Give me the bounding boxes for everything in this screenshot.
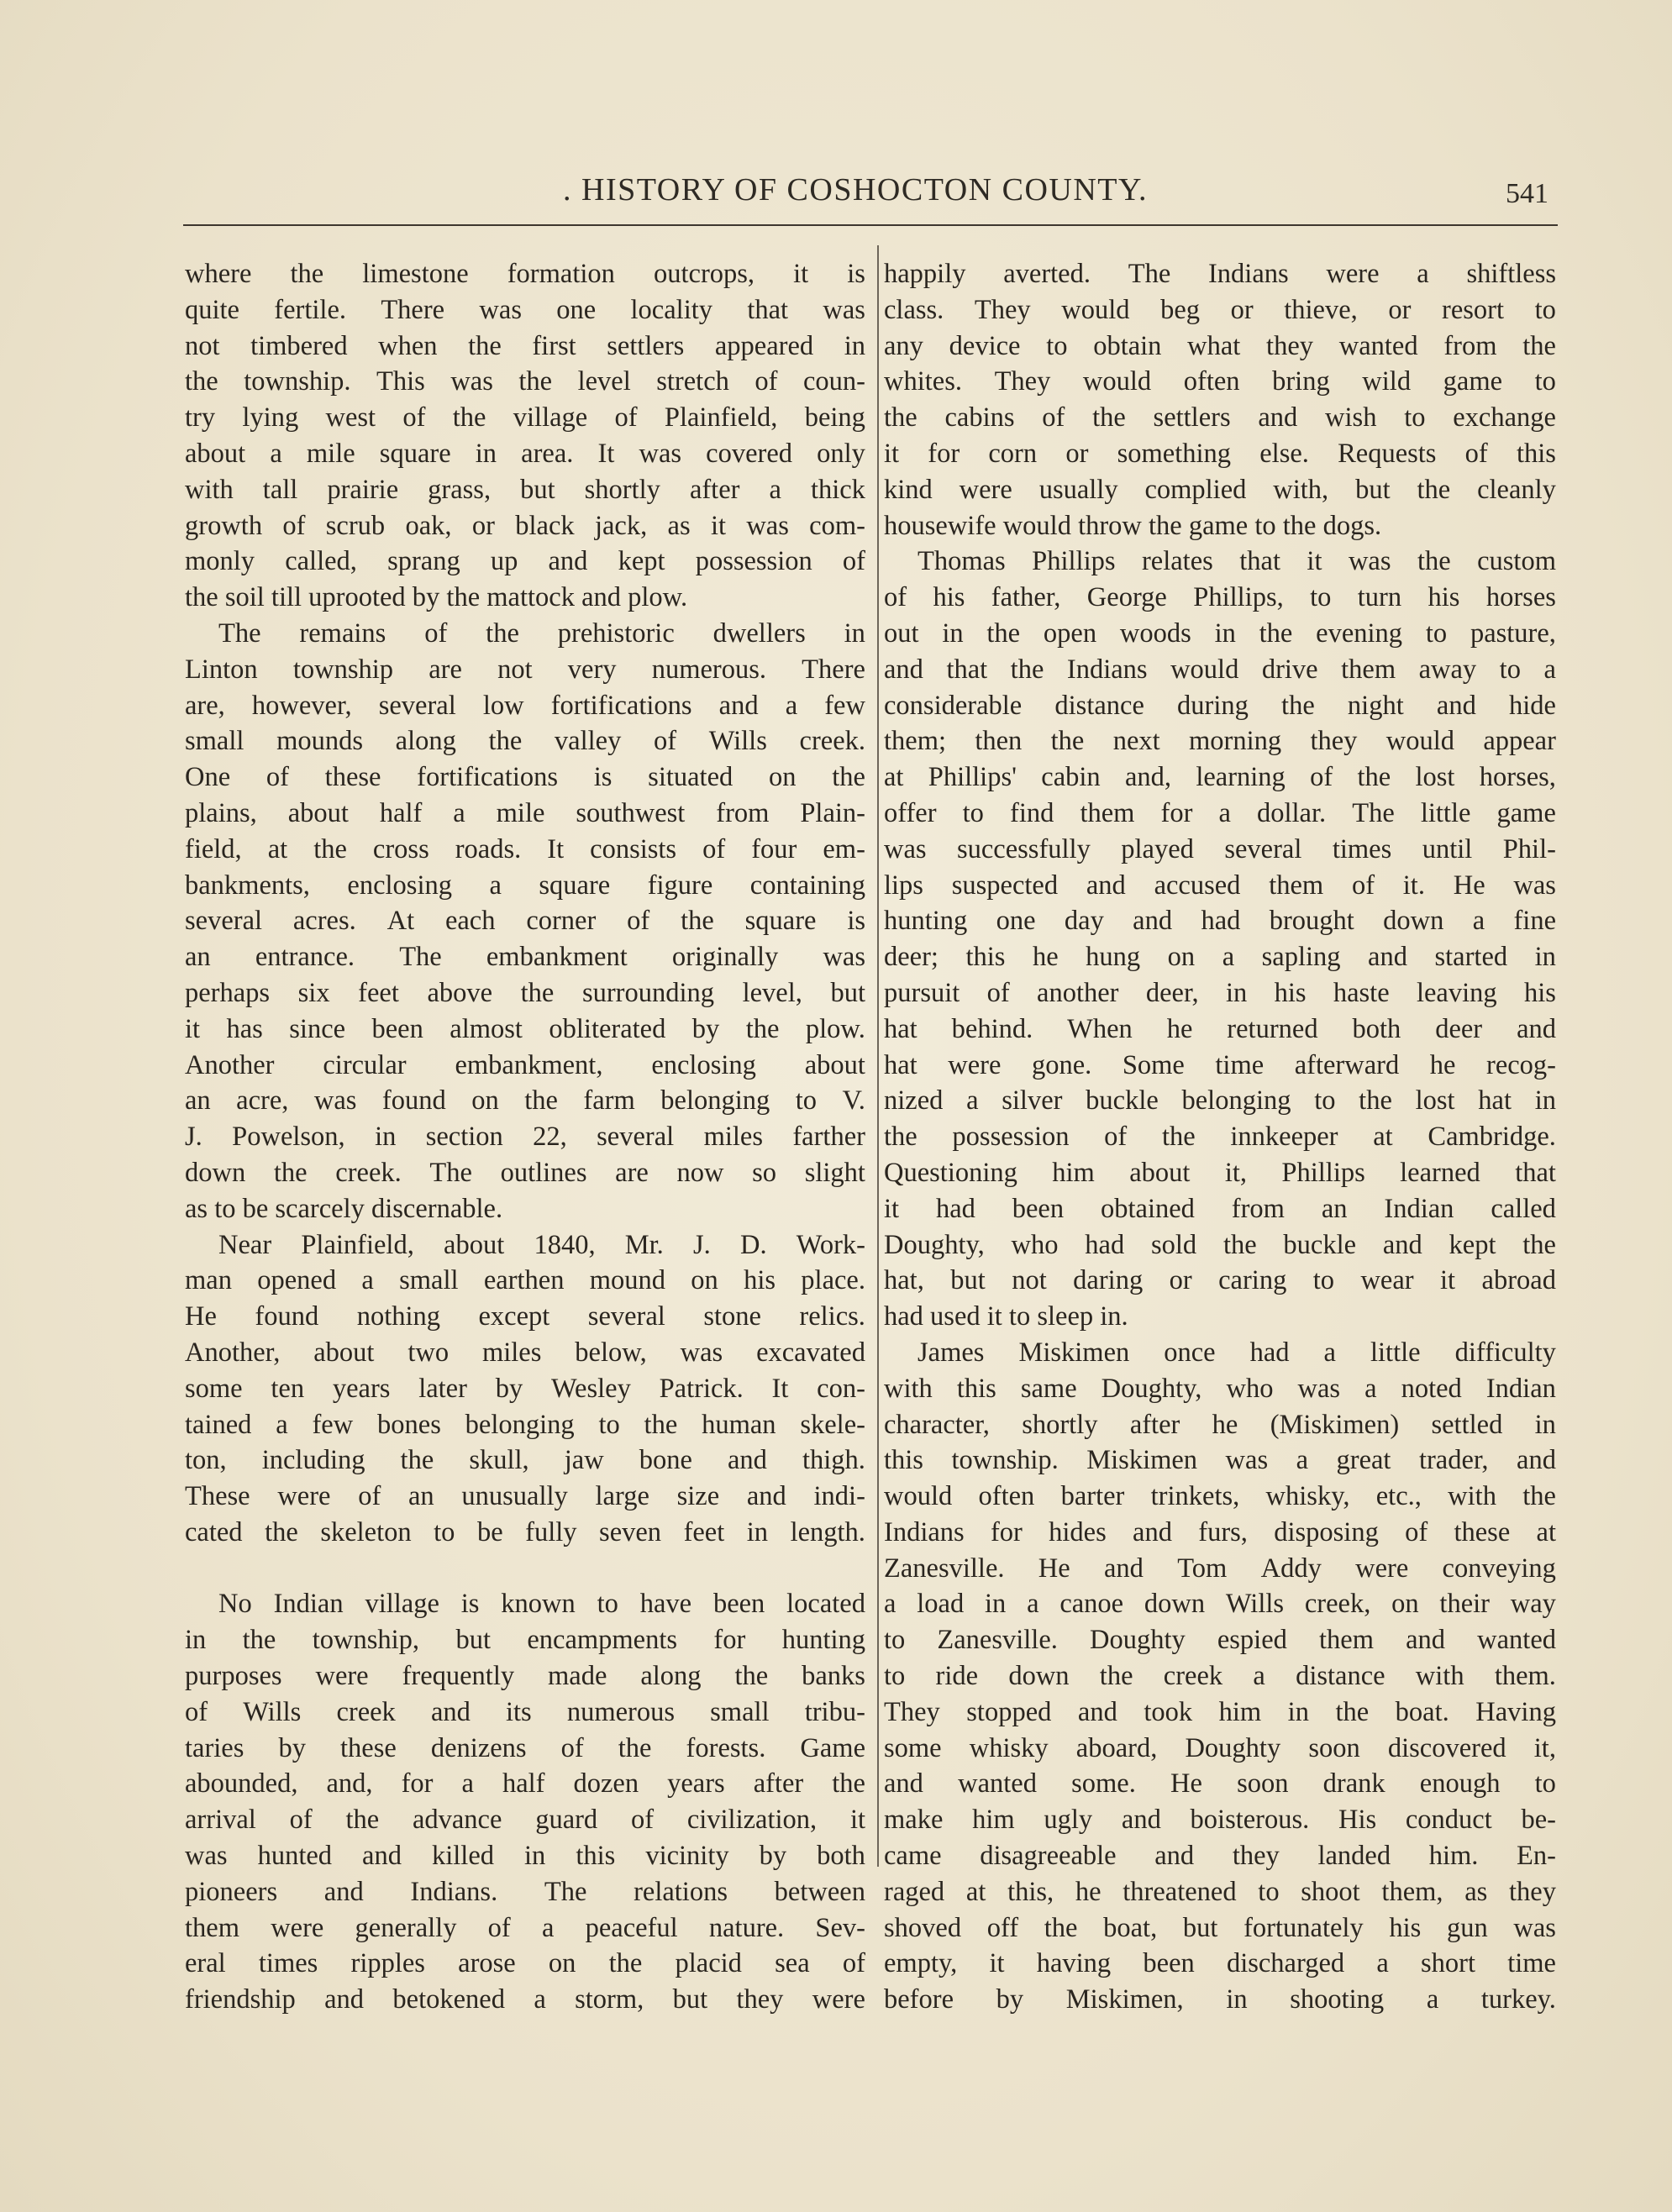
text-line: Another circular embankment, enclosing about xyxy=(185,1049,865,1080)
text-line: small mounds along the valley of Wills creek. xyxy=(185,726,865,757)
text-line: out in the open woods in the evening to pasture, xyxy=(884,617,1556,649)
text-line: perhaps six feet above the surrounding level, but xyxy=(185,977,865,1008)
text-line: considerable distance during the night and hide xyxy=(884,690,1556,721)
text-line: cated the skeleton to be fully seven feet in length. xyxy=(185,1516,865,1547)
text-line xyxy=(185,1551,865,1587)
column-divider xyxy=(877,245,879,1867)
text-line: some whisky aboard, Doughty soon discovered it, xyxy=(884,1732,1556,1763)
text-line: bankments, enclosing a square figure containing xyxy=(185,870,865,901)
text-line: try lying west of the village of Plainfield, being xyxy=(185,402,865,433)
text-line: Zanesville. He and Tom Addy were conveying xyxy=(884,1553,1556,1584)
text-line: would often barter trinkets, whisky, etc., with the xyxy=(884,1481,1556,1512)
text-line: not timbered when the first settlers appeared in xyxy=(185,330,865,361)
text-line: tained a few bones belonging to the human skele- xyxy=(185,1409,865,1440)
right-text-column xyxy=(884,256,1556,2018)
text-line: These were of an unusually large size and indi- xyxy=(185,1481,865,1512)
text-line: some ten years later by Wesley Patrick. It con- xyxy=(185,1373,865,1404)
text-line: Questioning him about it, Phillips learned that xyxy=(884,1157,1556,1188)
text-line: deer; this he hung on a sapling and started in xyxy=(884,942,1556,973)
text-line: whites. They would often bring wild game to xyxy=(884,366,1556,397)
text-line: several acres. At each corner of the square is xyxy=(185,906,865,937)
text-line: an entrance. The embankment originally was xyxy=(185,942,865,973)
text-line: housewife would throw the game to the dogs. xyxy=(884,510,1382,541)
text-line: had used it to sleep in. xyxy=(884,1301,1128,1332)
text-line: are, however, several low fortifications and a few xyxy=(185,690,865,721)
text-line: a load in a canoe down Wills creek, on their way xyxy=(884,1589,1556,1620)
text-line: any device to obtain what they wanted from the xyxy=(884,330,1556,361)
text-line: the township. This was the level stretch of coun- xyxy=(185,366,865,397)
text-line: class. They would beg or thieve, or resort to xyxy=(884,294,1556,325)
text-line: it had been obtained from an Indian called xyxy=(884,1193,1556,1224)
text-line: with this same Doughty, who was a noted Indian xyxy=(884,1373,1556,1404)
text-line: it for corn or something else. Requests of this xyxy=(884,438,1556,469)
text-line: of Wills creek and its numerous small tribu- xyxy=(185,1696,865,1727)
text-line: the cabins of the settlers and wish to exchange xyxy=(884,402,1556,433)
text-line: Another, about two miles below, was excavated xyxy=(185,1337,865,1368)
text-line: ton, including the skull, jaw bone and thigh. xyxy=(185,1445,865,1476)
text-line: of his father, George Phillips, to turn his horses xyxy=(884,582,1556,613)
left-text-column xyxy=(185,256,865,2018)
text-line: Indians for hides and furs, disposing of these at xyxy=(884,1516,1556,1547)
text-line: them; then the next morning they would appear xyxy=(884,726,1556,757)
text-line: One of these fortifications is situated on the xyxy=(185,762,865,793)
text-line: hat were gone. Some time afterward he recog- xyxy=(884,1049,1556,1080)
text-line: kind were usually complied with, but the cleanly xyxy=(884,474,1556,505)
text-line: Linton township are not very numerous. There xyxy=(185,654,865,685)
text-line: Thomas Phillips relates that it was the custom xyxy=(917,546,1556,577)
running-title: . HISTORY OF COSHOCTON COUNTY. xyxy=(563,172,1149,208)
text-line: the possession of the innkeeper at Cambridge. xyxy=(884,1122,1556,1153)
text-line: plains, about half a mile southwest from Plain- xyxy=(185,797,865,828)
header-rule xyxy=(183,224,1558,226)
text-line: J. Powelson, in section 22, several miles farther xyxy=(185,1122,865,1153)
text-line: hat behind. When he returned both deer and xyxy=(884,1013,1556,1044)
text-line: character, shortly after he (Miskimen) settled in xyxy=(884,1409,1556,1440)
text-line: hunting one day and had brought down a fine xyxy=(884,906,1556,937)
text-line: raged at this, he threatened to shoot them, as they xyxy=(884,1876,1556,1907)
text-line: an acre, was found on the farm belonging to V. xyxy=(185,1085,865,1117)
text-line: field, at the cross roads. It consists of four em- xyxy=(185,833,865,864)
text-line: Doughty, who had sold the buckle and kept the xyxy=(884,1229,1556,1260)
text-line: it has since been almost obliterated by the plow. xyxy=(185,1013,865,1044)
text-line: monly called, sprang up and kept possession of xyxy=(185,546,865,577)
text-line: this township. Miskimen was a great trader, and xyxy=(884,1445,1556,1476)
text-line: eral times ripples arose on the placid sea of xyxy=(185,1948,865,1979)
text-line: arrival of the advance guard of civilization, it xyxy=(185,1805,865,1836)
text-line: pursuit of another deer, in his haste leaving his xyxy=(884,977,1556,1008)
text-line: He found nothing except several stone relics. xyxy=(185,1301,865,1332)
text-line: shoved off the boat, but fortunately his gun was xyxy=(884,1912,1556,1943)
text-line: where the limestone formation outcrops, it is xyxy=(185,259,865,289)
text-line: to ride down the creek a distance with them. xyxy=(884,1661,1556,1692)
text-line: as to be scarcely discernable. xyxy=(185,1193,503,1224)
text-line: pioneers and Indians. The relations between xyxy=(185,1876,865,1907)
text-line: down the creek. The outlines are now so slight xyxy=(185,1157,865,1188)
text-line: No Indian village is known to have been located xyxy=(218,1589,865,1620)
text-line: James Miskimen once had a little difficulty xyxy=(917,1337,1556,1368)
text-line: about a mile square in area. It was covered only xyxy=(185,438,865,469)
text-line: man opened a small earthen mound on his place. xyxy=(185,1265,865,1296)
text-line: to Zanesville. Doughty espied them and wanted xyxy=(884,1625,1556,1656)
page-number: 541 xyxy=(1506,178,1548,209)
text-line: happily averted. The Indians were a shiftless xyxy=(884,259,1556,289)
text-line: taries by these denizens of the forests. Game xyxy=(185,1732,865,1763)
text-line: was successfully played several times until Phil- xyxy=(884,833,1556,864)
text-line: quite fertile. There was one locality that was xyxy=(185,294,865,325)
text-line: growth of scrub oak, or black jack, as it was com- xyxy=(185,510,865,541)
text-line: and that the Indians would drive them away to a xyxy=(884,654,1556,685)
text-line: Near Plainfield, about 1840, Mr. J. D. Work- xyxy=(218,1229,865,1260)
text-line: was hunted and killed in this vicinity by both xyxy=(185,1841,865,1872)
text-line: with tall prairie grass, but shortly after a thick xyxy=(185,474,865,505)
text-line: friendship and betokened a storm, but they were xyxy=(185,1984,865,2015)
text-line: before by Miskimen, in shooting a turkey. xyxy=(884,1984,1556,2015)
text-line: them were generally of a peaceful nature. Sev- xyxy=(185,1912,865,1943)
text-line: at Phillips' cabin and, learning of the lost horses, xyxy=(884,762,1556,793)
text-line: nized a silver buckle belonging to the lost hat in xyxy=(884,1085,1556,1117)
text-line: abounded, and, for a half dozen years after the xyxy=(185,1768,865,1800)
text-line: empty, it having been discharged a short time xyxy=(884,1948,1556,1979)
text-line: came disagreeable and they landed him. En- xyxy=(884,1841,1556,1872)
text-line: offer to find them for a dollar. The little game xyxy=(884,797,1556,828)
text-line: They stopped and took him in the boat. Having xyxy=(884,1696,1556,1727)
text-line: hat, but not daring or caring to wear it abroad xyxy=(884,1265,1556,1296)
text-line: and wanted some. He soon drank enough to xyxy=(884,1768,1556,1800)
text-line: the soil till uprooted by the mattock and plow. xyxy=(185,582,688,613)
text-line: The remains of the prehistoric dwellers in xyxy=(218,617,865,649)
text-line: make him ugly and boisterous. His conduct be- xyxy=(884,1805,1556,1836)
text-line: in the township, but encampments for hunting xyxy=(185,1625,865,1656)
text-line: purposes were frequently made along the banks xyxy=(185,1661,865,1692)
text-line: lips suspected and accused them of it. He was xyxy=(884,870,1556,901)
